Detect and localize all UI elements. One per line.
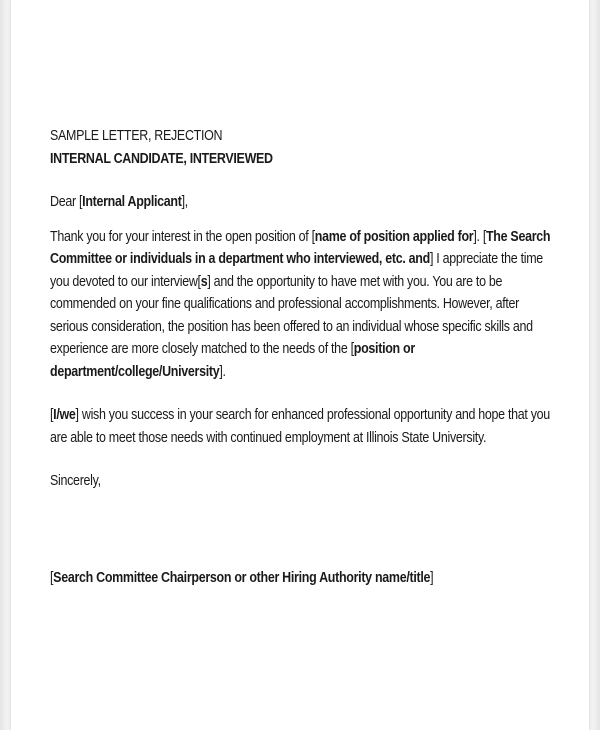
salutation-name: Internal Applicant <box>82 194 182 210</box>
spacer <box>50 449 514 470</box>
paragraph-wishes: [I/we] wish you success in your search for enhanced professional opportunity and hope that you are able to meet those needs with continued employment at Illinois State University. <box>50 407 550 446</box>
spacer <box>50 170 514 191</box>
salutation: Dear [Internal Applicant], <box>50 194 188 210</box>
letter-header-subtitle: INTERNAL CANDIDATE, INTERVIEWED <box>50 150 273 167</box>
spacer <box>50 493 514 567</box>
paragraph-interest: Thank you for your interest in the open position of [name of position applied for]. [The Search Committee or individuals in a department who interviewed, etc. and] I appreciate the time you devoted to our interview[s] and the opportunity to have met with you. You are to be commended on your fine qualifications and professional accomplishments. However, after serious consideration, the position has been offered to an individual whose specific skills and experience are more closely matched to the needs of the [position or department/college/University]. <box>50 228 551 380</box>
letter-header-title: SAMPLE LETTER, REJECTION <box>50 128 223 144</box>
placeholder-signatory: Search Committee Chairperson or other Hiring Authority name/title <box>53 569 431 586</box>
document-page <box>11 0 589 730</box>
placeholder-i-we: I/we <box>53 407 76 423</box>
placeholder-position: name of position applied for <box>314 228 474 245</box>
spacer <box>50 214 514 226</box>
placeholder-committee: The Search <box>485 228 551 245</box>
rejection-letter <box>50 125 551 589</box>
closing: Sincerely, <box>50 473 101 489</box>
placeholder-department: position or <box>353 341 415 357</box>
spacer <box>50 383 514 404</box>
signature: [Search Committee Chairperson or other Hiring Authority name/title] <box>50 569 434 586</box>
placeholder-plural: s <box>200 273 208 290</box>
